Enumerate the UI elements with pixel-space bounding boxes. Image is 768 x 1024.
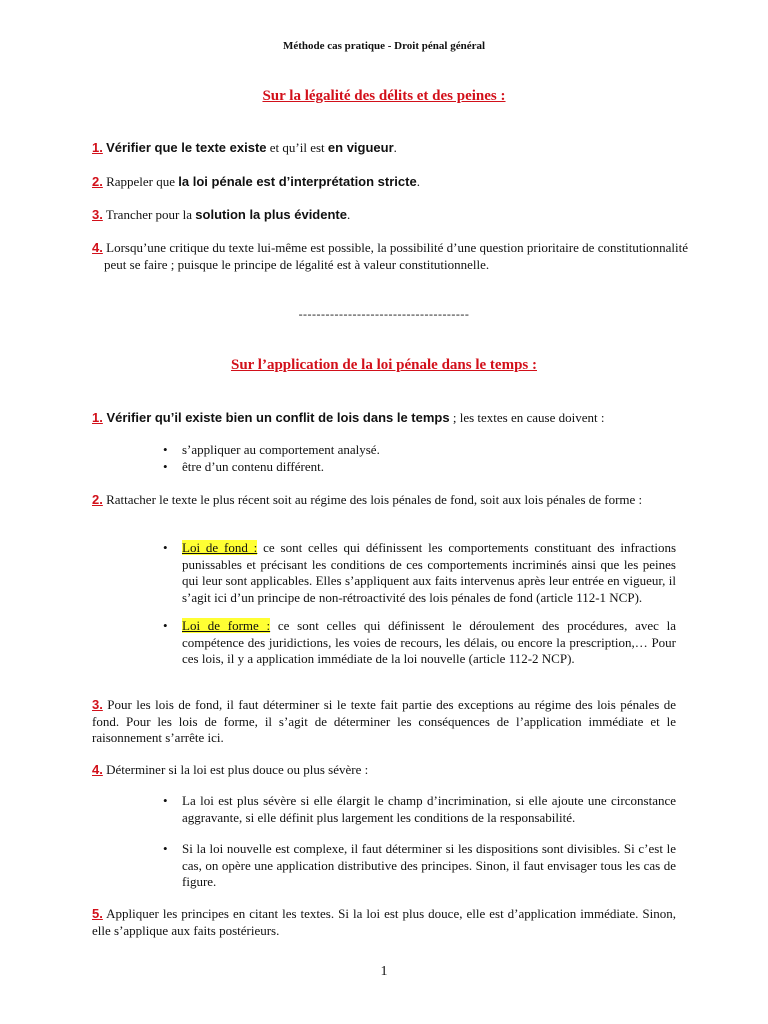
legalite-item-1 [92, 140, 676, 157]
plain-text: et qu’il est [266, 140, 328, 155]
temps-item-5 [92, 906, 676, 939]
temps-item-2 [92, 492, 676, 509]
item-number: 1. [92, 410, 103, 425]
list-item-loi-de-fond [163, 540, 677, 606]
plain-text: Pour les lois de fond, il faut déterminer si le texte fait partie des exceptions au régime des lois pénales de fond. Pour les lois de forme, il s’agit de déterminer les conséquences de l’application immédiate et le raisonnement s’arrête ici. [92, 697, 676, 745]
plain-text: Appliquer les principes en citant les textes. Si la loi est plus douce, elle est d’application immédiate. Sinon, elle s’applique aux faits postérieurs. [92, 906, 676, 938]
bullet-text: s’appliquer au comportement analysé. [182, 442, 380, 457]
bold-text: Vérifier que le texte existe [106, 140, 267, 155]
plain-text: . [393, 140, 397, 155]
legalite-item-3 [92, 207, 676, 224]
plain-text: Trancher pour la [102, 207, 196, 222]
bold-text: la loi pénale est d’interprétation stricte [178, 174, 417, 189]
temps-item-4 [92, 762, 676, 779]
item-number: 2. [92, 492, 103, 507]
item-number: 3. [92, 207, 103, 222]
plain-text: Déterminer si la loi est plus douce ou plus sévère : [102, 762, 369, 777]
item-number: 4. [92, 240, 103, 255]
legalite-item-2 [92, 174, 676, 191]
list-item-loi-de-forme [163, 618, 676, 668]
plain-text: . [416, 174, 420, 189]
bullet-text: La loi est plus sévère si elle élargit le champ d’incrimination, si elle ajoute une circonstance aggravante, si elle définit plus largement les conditions de la responsabilité. [182, 793, 676, 825]
bold-text: en vigueur [327, 140, 394, 155]
item-number: 4. [92, 762, 103, 777]
plain-text: Lorsqu’une critique du texte lui-même est possible, la possibilité d’une question prioritaire de constitutionnalité peut se faire ; puisque le principe de légalité est à valeur constitutionnelle. [102, 240, 688, 272]
temps-item-1 [92, 410, 676, 427]
temps-item-3 [92, 697, 676, 747]
plain-text: ; les textes en cause doivent : [449, 410, 605, 425]
list-item [163, 793, 676, 826]
bold-text: Vérifier qu’il existe bien un conflit de lois dans le temps [102, 410, 450, 425]
section-title-legalite: Sur la légalité des délits et des peines : [262, 88, 506, 104]
plain-text: Rappeler que [102, 174, 179, 189]
bullet-text: ce sont celles qui définissent le déroulement des procédures, avec la compétence des juridictions, les voies de recours, les délais, ou encore la prescription,… Pour ces lois, il y a application immédiate de la loi nouvelle (article 112-2 NCP). [182, 618, 676, 666]
legalite-item-4 [92, 240, 688, 273]
bullet-icon: • [163, 793, 168, 808]
plain-text: Rattacher le texte le plus récent soit au régime des lois pénales de fond, soit aux lois pénales de forme : [102, 492, 643, 507]
highlighted-term: Loi de fond : [182, 540, 258, 555]
separator-line: -------------------------------------- [298, 307, 470, 321]
item-number: 3. [92, 697, 103, 712]
highlighted-term: Loi de forme : [182, 618, 271, 633]
list-item [163, 459, 676, 476]
running-header: Méthode cas pratique - Droit pénal général [282, 40, 486, 52]
bold-text: solution la plus évidente [195, 207, 347, 222]
page-number: 1 [380, 964, 388, 979]
bullet-text: ce sont celles qui définissent les comportements constituant des infractions punissables et précisant les conditions de ces comportements incriminés ainsi que les peines qui leur sont applicables. Elles s’appliquent aux faits intervenus après leur entrée en vigueur, il s’agit ici d’un principe de non-rétroactivité des lois pénales de fond (article 112-1 NCP). [182, 540, 677, 605]
list-item [163, 442, 676, 459]
bullet-icon: • [163, 442, 168, 457]
section-title-temps: Sur l’application de la loi pénale dans le temps : [230, 357, 537, 373]
item-number: 2. [92, 174, 103, 189]
plain-text: . [346, 207, 351, 222]
bullet-text: être d’un contenu différent. [182, 459, 324, 474]
list-item [163, 841, 676, 891]
item-number: 1. [92, 140, 103, 155]
bullet-icon: • [163, 459, 168, 474]
bullet-text: Si la loi nouvelle est complexe, il faut déterminer si les dispositions sont divisibles. Si c’est le cas, on opère une application distributive des principes. Sinon, il faut envisager tous les cas de figure. [182, 841, 676, 889]
bullet-icon: • [163, 540, 168, 555]
bullet-icon: • [163, 841, 168, 856]
bullet-icon: • [163, 618, 168, 633]
item-number: 5. [92, 906, 103, 921]
